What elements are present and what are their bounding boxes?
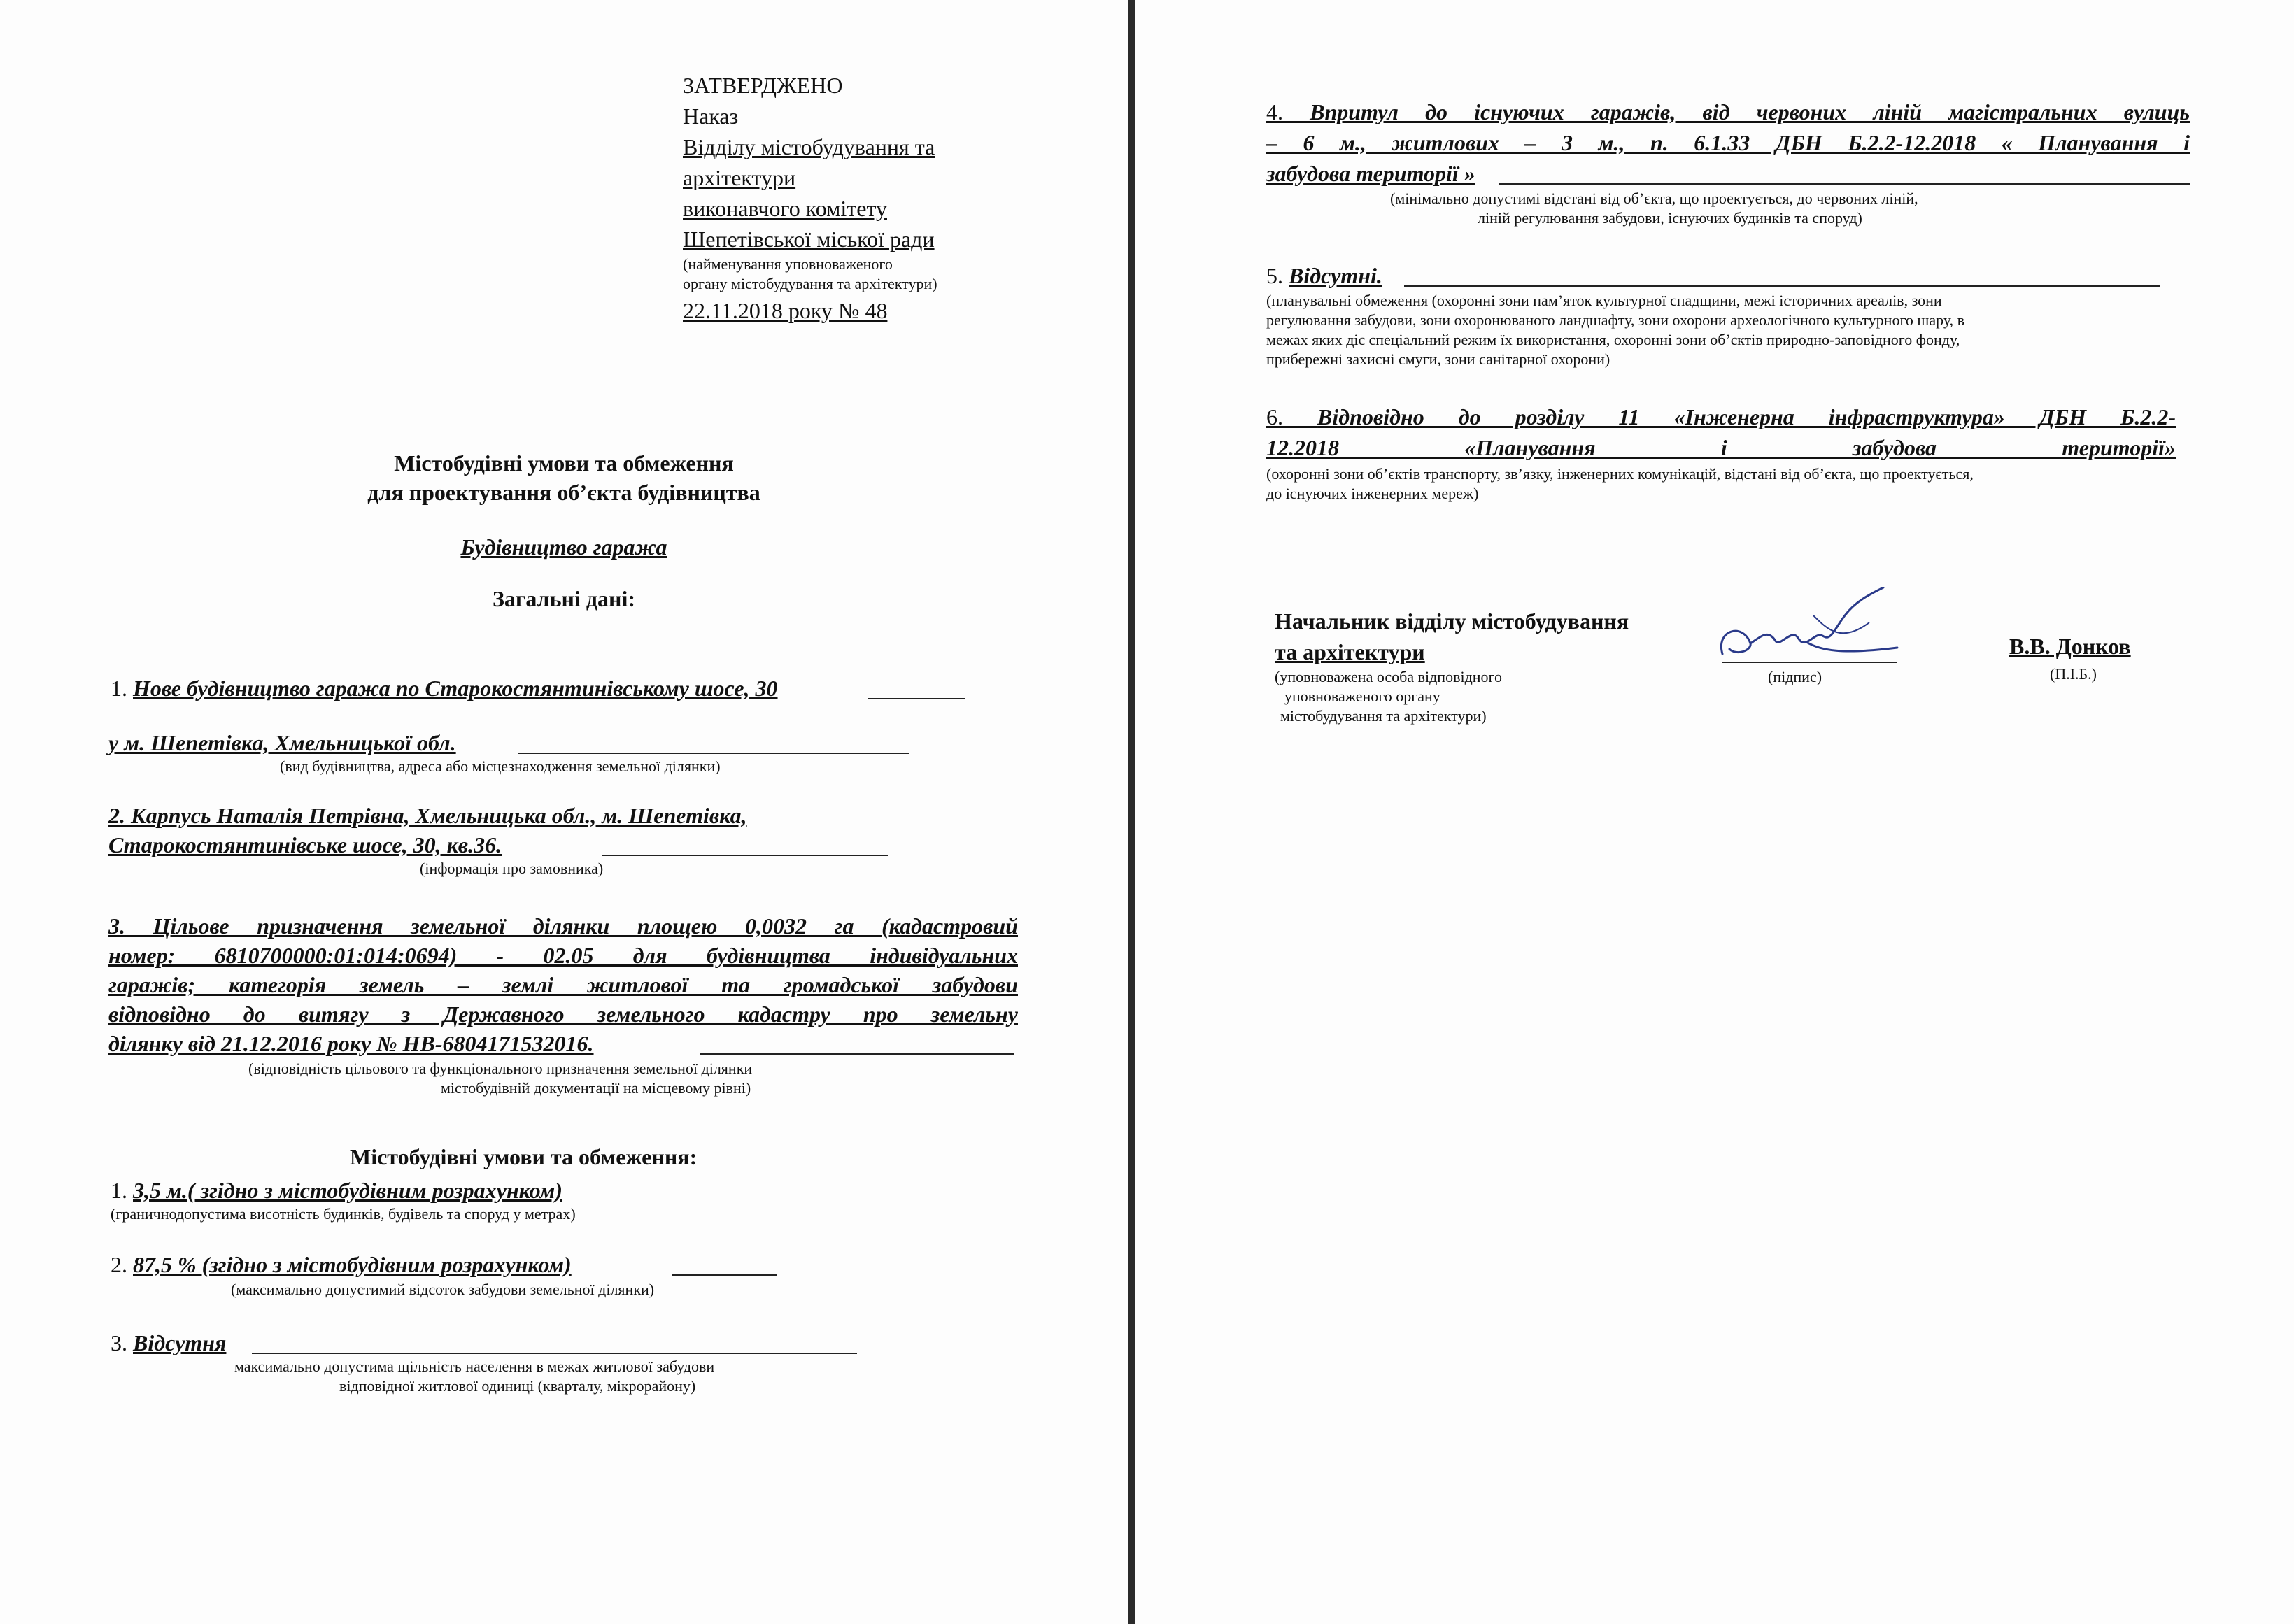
fill-line	[602, 855, 888, 856]
condition-6-note-2: до існуючих інженерних мереж)	[1266, 485, 1479, 502]
fill-line	[700, 1053, 1014, 1055]
approval-note-2: органу містобудування та архітектури)	[683, 275, 937, 292]
approval-line-3: архітектури	[683, 165, 796, 190]
doc-title-line-2: для проектування об’єкта будівництва	[367, 480, 760, 505]
condition-5-note-1: (планувальні обмеження (охоронні зони пам’яток культурної спадщини, межі історичних ареалів, зони	[1266, 292, 1942, 309]
condition-4-line-2: – 6 м., житлових – 3 м., п. 6.1.33 ДБН Б.2.2-12.2018 « Планування і	[1266, 130, 2190, 155]
document-page-right	[1135, 0, 2294, 1624]
general-item-3-note-1: (відповідність цільового та функціонального призначення земельної ділянки	[248, 1060, 753, 1077]
approval-date-number: 22.11.2018 року № 48	[683, 298, 888, 323]
general-item-2-note: (інформація про замовника)	[420, 860, 604, 877]
condition-6-line-1: 6. Відповідно до розділу 11 «Інженерна інфраструктура» ДБН Б.2.2-	[1266, 404, 2176, 429]
fill-line	[518, 753, 909, 754]
document-page-left	[0, 0, 1128, 1624]
object-name: Будівництво гаража	[460, 534, 667, 560]
approval-line-1: Наказ	[683, 104, 739, 129]
signature-line	[1722, 662, 1897, 663]
fill-line	[1404, 285, 2160, 287]
approval-heading: ЗАТВЕРДЖЕНО	[683, 73, 843, 98]
approval-line-5: Шепетівської міської ради	[683, 227, 935, 252]
general-item-3-line-2: номер: 6810700000:01:014:0694) - 02.05 для будівництва індивідуальних	[108, 943, 1018, 968]
condition-5: 5. Відсутні.	[1266, 263, 1382, 288]
general-item-3-line-4: відповідно до витягу з Державного земельного кадастру про земельну	[108, 1002, 1018, 1027]
condition-2: 2. 87,5 % (згідно з містобудівним розрахунком)	[111, 1252, 572, 1277]
condition-1: 1. 3,5 м.( згідно з містобудівним розрахунком)	[111, 1178, 562, 1203]
general-item-1-line-1: 1. Нове будівництво гаража по Старокостянтинівському шосе, 30	[111, 676, 778, 701]
condition-3-note-2: відповідної житлової одиниці (кварталу, мікрорайону)	[339, 1377, 696, 1395]
signatory-note-3: містобудування та архітектури)	[1280, 707, 1487, 725]
general-item-3-note-2: містобудівній документації на місцевому рівні)	[441, 1079, 751, 1097]
general-item-1-note: (вид будівництва, адреса або місцезнаходження земельної ділянки)	[280, 757, 721, 775]
fill-line	[252, 1353, 857, 1354]
signatory-position-line-2: та архітектури	[1275, 639, 1425, 664]
condition-6-line-2: 12.2018 «Планування і забудова території»	[1266, 435, 2176, 460]
condition-5-note-3: межах яких діє спеціальний режим їх використання, охоронні зони об’єктів природно-заповідного фонду,	[1266, 331, 1960, 348]
condition-4-line-1: 4. Впритул до існуючих гаражів, від червоних ліній магістральних вулиць	[1266, 99, 2190, 124]
conditions-heading: Містобудівні умови та обмеження:	[350, 1144, 698, 1169]
condition-5-note-2: регулювання забудови, зони охоронюваного ландшафту, зони охорони археологічного культурного шару, в	[1266, 311, 1965, 329]
general-item-3-line-1: 3. Цільове призначення земельної ділянки площею 0,0032 га (кадастровий	[108, 913, 1019, 939]
general-data-heading: Загальні дані:	[492, 586, 636, 611]
signatory-name: В.В. Донков	[2009, 634, 2131, 659]
condition-2-note: (максимально допустимий відсоток забудови земельної ділянки)	[231, 1281, 655, 1298]
fill-line	[672, 1274, 777, 1276]
signatory-note-1: (уповноважена особа відповідного	[1275, 668, 1503, 685]
condition-5-note-4: прибережні захисні смуги, зони санітарної охорони)	[1266, 350, 1610, 368]
general-item-3-line-5: ділянку від 21.12.2016 року № НВ-6804171532016.	[108, 1031, 594, 1056]
general-item-1-line-2: у м. Шепетівка, Хмельницької обл.	[108, 730, 456, 755]
condition-4-line-3: забудова території »	[1266, 161, 1475, 186]
signatory-note-2: уповноваженого органу	[1284, 688, 1440, 705]
approval-block	[683, 70, 937, 326]
approval-line-4: виконавчого комітету	[683, 196, 887, 221]
page-divider	[1128, 0, 1135, 1624]
condition-1-note: (граничнодопустима висотність будинків, будівель та споруд у метрах)	[111, 1205, 576, 1223]
condition-4-note-2: ліній регулювання забудови, існуючих будинків та споруд)	[1478, 209, 1862, 227]
condition-4-note-1: (мінімально допустимі відстані від об’єкта, що проектується, до червоних ліній,	[1390, 190, 1918, 207]
handwritten-signature-icon	[1708, 587, 1904, 671]
signatory-name-note: (П.І.Б.)	[2050, 665, 2097, 683]
condition-3: 3. Відсутня	[111, 1330, 227, 1355]
signatory-position-line-1: Начальник відділу містобудування	[1275, 608, 1629, 634]
general-item-3-line-3: гаражів; категорія земель – землі житлової та громадської забудови	[108, 972, 1018, 997]
fill-line	[868, 698, 965, 699]
doc-title-line-1: Містобудівні умови та обмеження	[394, 450, 734, 476]
general-item-2-line-2: Старокостянтинівське шосе, 30, кв.36.	[108, 832, 502, 857]
fill-line	[1499, 183, 2190, 185]
signature-note: (підпис)	[1768, 668, 1822, 685]
approval-note-1: (найменування уповноваженого	[683, 255, 893, 273]
condition-3-note-1: максимально допустима щільність населення в межах житлової забудови	[234, 1358, 715, 1375]
general-item-2-line-1: 2. Карпусь Наталія Петрівна, Хмельницька обл., м. Шепетівка,	[108, 803, 747, 828]
condition-6-note-1: (охоронні зони об’єктів транспорту, зв’язку, інженерних комунікацій, відстані від об’єкта, що проектується,	[1266, 465, 1974, 483]
approval-line-2: Відділу містобудування та	[683, 134, 935, 159]
